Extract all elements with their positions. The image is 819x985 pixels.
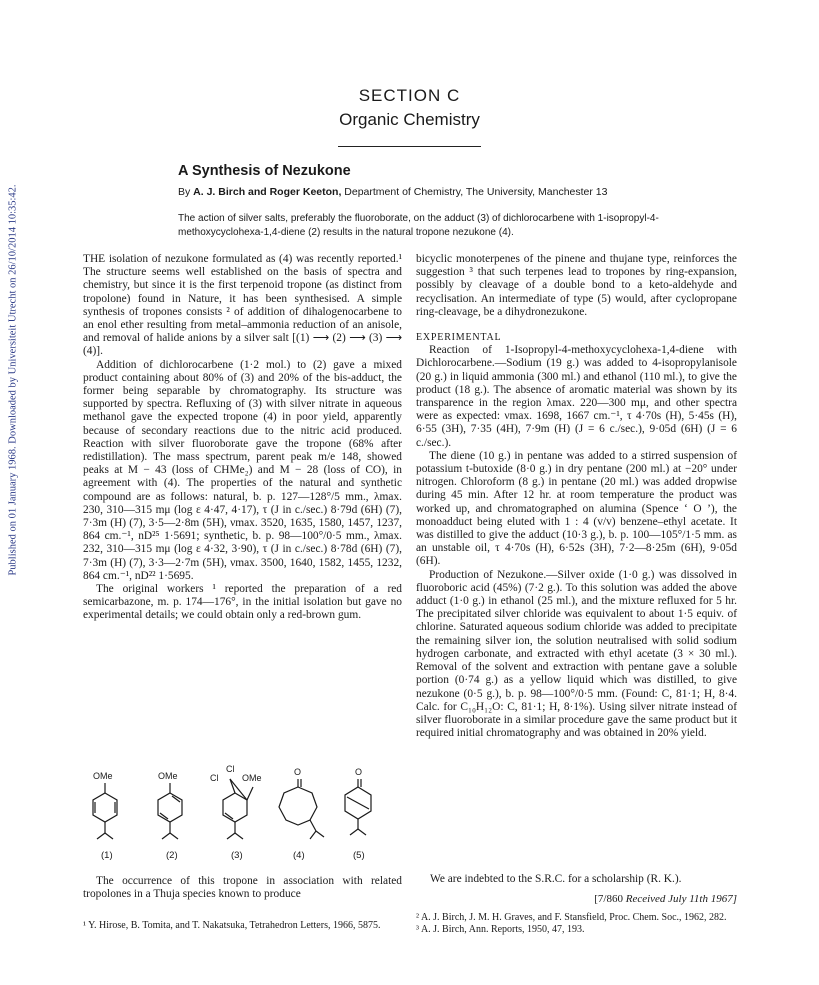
section-label: SECTION C bbox=[358, 86, 461, 105]
experimental-heading: EXPERIMENTAL bbox=[416, 332, 502, 344]
footnote-2: ² A. J. Birch, J. M. H. Graves, and F. Stansfield, Proc. Chem. Soc., 1962, 282. bbox=[416, 912, 727, 923]
structure-label-5: (5) bbox=[353, 850, 365, 861]
structure-label-3: (3) bbox=[231, 850, 243, 861]
footnote-3: ³ A. J. Birch, Ann. Reports, 1950, 47, 193. bbox=[416, 924, 585, 935]
o-label-5: O bbox=[355, 767, 363, 777]
structure-2 bbox=[158, 783, 182, 839]
structure-label-2: (2) bbox=[166, 850, 178, 861]
structure-label-1: (1) bbox=[101, 850, 113, 861]
structure-label-4: (4) bbox=[293, 850, 305, 861]
received-date: Received July 11th 1967] bbox=[625, 893, 737, 905]
reaction-paragraph: Reaction of 1-Isopropyl-4-methoxycyclohexa-1,4-diene with Dichlorocarbene.—Sodium (19 g.) was added to 4-isopropylanisole (20 g.) in liquid ammonia (300 ml.) and ethanol (110 ml.), to give the product (18 g.). The absence of aromatic material was shown by its transparence in the region λmax. 220—300 mμ, and other spectra were as expected: νmax. 1698, 1667 cm.⁻¹, τ 4·70s (H), 5·45s (H), 6·55 (3H), 7·35 (4H), 7·9m (H) (J = 6 c./sec.), 9·05d (6H) (J = 6 c./sec.). bbox=[416, 344, 737, 449]
chemical-structures bbox=[90, 765, 390, 860]
download-note-text: Published on 01 January 1968. Downloaded by Universiteit Utrecht on 26/10/2014 10:35:42. bbox=[7, 184, 19, 576]
o-label-4: O bbox=[294, 767, 302, 777]
structure-1 bbox=[93, 783, 117, 839]
structure-5 bbox=[345, 779, 371, 835]
byline-prefix: By bbox=[178, 186, 194, 198]
production-paragraph: Production of Nezukone.—Silver oxide (1·0 g.) was dissolved in fluoroboric acid (45%) (7·2 g.). To this solution was added the above adduct (1·0 g.) in ethanol (25 ml.), and the mixture refluxed for 5 hr. The precipitated silver chloride was equivalent to about 1·5 equiv. of chlorine. Saturated aqueous sodium chloride was added to precipitate the remaining silver ion, the solution neutralised with solid sodium hydrogen carbonate, and extracted with ethyl acetate (3 × 30 ml.). Removal of the solvent and extraction with pentane gave a soluble portion (0·74 g.) as a yellow liquid which was distilled, to give nezukone (0·5 g.), b. p. 98—100°/0·5 mm. (Found: C, 81·1; H, 8·4. Calc. for C₁₀H₁₂O: C, 81·1; H, 8·1%). Using silver nitrate instead of silver fluoroborate in a similar procedure gave the same product but it required initial chromatography and was obtained in 20% yield. bbox=[416, 568, 737, 740]
article-title: A Synthesis of Nezukone bbox=[178, 163, 351, 179]
intro-paragraph: THE isolation of nezukone formulated as (4) was recently reported.¹ The structure seems well established on the basis of spectra and chemistry, but since it is the first terpenoid tropone (as distinct from tropolone) found in Nature, it has been synthesised. A simple synthesis of tropones consists ² of addition of dihalogenocarbene to an enol ether resulting from metal–ammonia reduction of an anisole, and removal of halide anions by a silver salt [(1) ⟶ (2) ⟶ (3) ⟶ (4)]. bbox=[83, 253, 402, 358]
byline bbox=[178, 186, 607, 198]
acknowledgement: We are indebted to the S.R.C. for a scholarship (R. K.). bbox=[430, 873, 682, 885]
right-column bbox=[416, 253, 737, 740]
footnotes-right bbox=[416, 912, 737, 936]
semicarbazone-paragraph: The original workers ¹ reported the preparation of a red semicarbazone, m. p. 174—176°, in the initial isolation but gave no experimental details; we could obtain only a red-brown gum. bbox=[83, 583, 402, 622]
section-title: Organic Chemistry bbox=[339, 110, 480, 129]
structure-4 bbox=[279, 779, 324, 839]
abstract: The action of silver salts, preferably the fluoroborate, on the adduct (3) of dichlorocarbene with 1-isopropyl-4-methoxycyclohexa-1,4-diene (2) results in the natural tropone nezukone (4). bbox=[178, 213, 659, 238]
structure-3 bbox=[223, 779, 253, 839]
ome-label-3: OMe bbox=[242, 773, 262, 783]
ome-label-1: OMe bbox=[93, 771, 113, 781]
title-rule bbox=[338, 146, 481, 147]
cl-label-b: Cl bbox=[226, 765, 235, 774]
continuation-paragraph: bicyclic monoterpenes of the pinene and thujane type, reinforces the suggestion ³ that such terpenes lead to tropones by ring-expansion, possibly by cleavage of a double bond to a keto-aldehyde and recyclisation. An intermediate of type (5) would, after cyclopropane ring-cleavage, be a dihydronezukone. bbox=[416, 253, 737, 318]
diene-paragraph: The diene (10 g.) in pentane was added to a stirred suspension of potassium t-butoxide (8·0 g.) in dry pentane (200 ml.) at −20° under nitrogen. Chloroform (8 g.) in pentane (20 ml.) was added dropwise during 45 min. After 12 hr. at room temperature the product was worked up, and chromatographed on alumina (Spence ‘ O ’), the monoadduct being eluted with 1 : 4 (v/v) benzene–ethyl acetate. It was distilled to give the adduct (10·3 g.), b. p. 100—105°/1·5 mm. as an unstable oil, τ 4·70s (H), 6·52s (3H), 7·2—8·25m (6H), 9·05d (6H). bbox=[416, 449, 737, 568]
left-column bbox=[83, 253, 402, 623]
addition-paragraph: Addition of dichlorocarbene (1·2 mol.) to (2) gave a mixed product containing about 80% of (3) and 20% of the bis-adduct, the former being separable by chromatography. Its structure was supported by spectra. Refluxing of (3) with silver nitrate in aqueous methanol gave the expected tropone (4) in poor yield, apparently because of secondary reactions due to the nitric acid produced. Reaction with silver fluoroborate gave the tropone (68% after redistillation). The mass spectrum, parent peak m/e 148, showed peaks at M − 43 (loss of CHMe₂) and M − 28 (loss of CO), in agreement with (4). The properties of the natural and synthetic compound are as follows: natural, b. p. 127—128°/5 mm., λmax. 230, 310—315 mμ (log ε 4·47, 4·17), τ (J in c./sec.) 8·79d (6H) (7), 7·3m (H) (7), 3·5—2·8m (5H), νmax. 3520, 1635, 1580, 1457, 1237, 864 cm.⁻¹, nD²⁵ 1·5691; synthetic, b. p. 98—100°/0·5 mm., λmax. 232, 310—315 mμ (log ε 4·32, 3·90), τ (J in c./sec.) 8·78d (6H) (7), 7·3m (H) (7), 3·3—2·7m (5H), νmax. 3500, 1640, 1582, 1455, 1232, 864 cm.⁻¹, nD²² 1·5695. bbox=[83, 358, 402, 582]
ome-label-2: OMe bbox=[158, 771, 178, 781]
cl-label-a: Cl bbox=[210, 773, 219, 783]
download-side-note bbox=[3, 165, 23, 595]
occurrence-paragraph: The occurrence of this tropone in association with related tropolones in a Thuja species known to produce bbox=[83, 875, 402, 901]
manuscript-code: [7/860 bbox=[594, 893, 623, 905]
received-line bbox=[416, 893, 737, 905]
footnote-1: ¹ Y. Hirose, B. Tomita, and T. Nakatsuka, Tetrahedron Letters, 1966, 5875. bbox=[83, 920, 381, 931]
affiliation: Department of Chemistry, The University, Manchester 13 bbox=[341, 186, 608, 198]
authors: A. J. Birch and Roger Keeton, bbox=[193, 186, 342, 198]
